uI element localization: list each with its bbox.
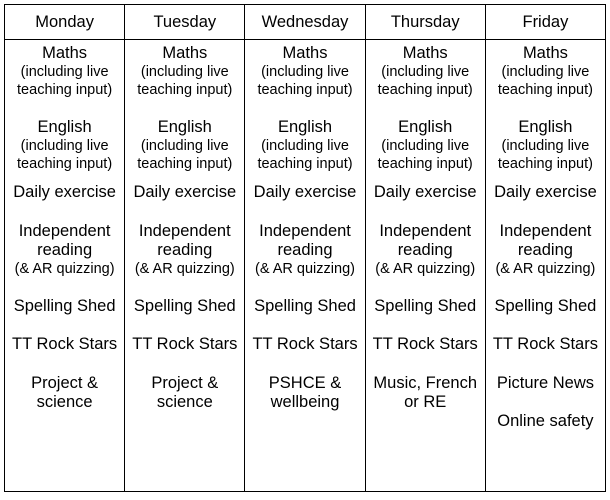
- activity-note: (including live: [261, 138, 349, 154]
- activity-note: (& AR quizzing): [255, 261, 355, 277]
- day-column-wednesday: [245, 5, 365, 491]
- activity-title: reading: [517, 241, 573, 259]
- activity-title: English: [518, 118, 573, 136]
- day-header: Friday: [486, 5, 605, 40]
- activity-cell: [486, 222, 605, 278]
- activity-note: teaching input): [497, 156, 593, 172]
- activity-title: Daily exercise: [494, 183, 597, 201]
- activity-cell: [245, 44, 364, 99]
- activity-title: Maths: [402, 44, 448, 62]
- activity-title: PSHCE &: [268, 374, 342, 392]
- activity-cell: [245, 335, 364, 354]
- activity-cell: [5, 44, 124, 99]
- activity-note: (including live: [501, 138, 590, 154]
- activity-title: Maths: [162, 44, 208, 62]
- activity-cell: [366, 222, 485, 278]
- activity-cell: [5, 183, 124, 202]
- activity-cell: [125, 222, 244, 278]
- activity-title: English: [277, 118, 333, 136]
- activity-title: Spelling Shed: [133, 297, 236, 315]
- activity-note: (including live: [501, 64, 590, 80]
- activity-title: Daily exercise: [133, 183, 237, 201]
- activity-title: reading: [277, 241, 333, 259]
- activity-cell: [486, 374, 605, 393]
- activity-title: Maths: [42, 44, 88, 62]
- activity-title: Independent: [259, 222, 351, 240]
- activity-cell: [366, 297, 485, 316]
- activity-note: (including live: [140, 64, 229, 80]
- activity-title: Independent: [138, 222, 231, 240]
- activity-title: Independent: [379, 222, 472, 240]
- day-activities: [366, 40, 485, 491]
- activity-cell: [245, 118, 364, 173]
- day-column-thursday: [366, 5, 486, 491]
- activity-note: teaching input): [497, 82, 593, 98]
- activity-title: English: [37, 118, 92, 136]
- day-activities: [486, 40, 605, 491]
- activity-note: (including live: [381, 138, 470, 154]
- activity-note: teaching input): [257, 82, 353, 98]
- activity-title: Daily exercise: [13, 183, 116, 201]
- activity-cell: [366, 335, 485, 354]
- activity-cell: [5, 374, 124, 412]
- activity-cell: [245, 297, 364, 316]
- activity-title: English: [398, 118, 453, 136]
- activity-note: (& AR quizzing): [375, 261, 476, 277]
- activity-cell: [5, 335, 124, 354]
- activity-title: science: [36, 393, 93, 411]
- activity-note: (including live: [20, 138, 109, 154]
- day-column-tuesday: [125, 5, 245, 491]
- activity-cell: [366, 374, 485, 412]
- day-activities: [125, 40, 244, 491]
- activity-title: Maths: [282, 44, 328, 62]
- activity-cell: [486, 118, 605, 173]
- activity-cell: [245, 183, 364, 202]
- activity-note: (including live: [381, 64, 470, 80]
- activity-cell: [125, 183, 244, 202]
- activity-title: reading: [37, 241, 93, 259]
- activity-note: teaching input): [257, 156, 353, 172]
- day-header: Thursday: [366, 5, 485, 40]
- activity-title: Daily exercise: [253, 183, 357, 201]
- activity-note: (& AR quizzing): [134, 261, 235, 277]
- activity-note: teaching input): [137, 82, 233, 98]
- weekly-timetable: [4, 4, 606, 492]
- activity-note: (& AR quizzing): [495, 261, 596, 277]
- activity-title: or RE: [404, 393, 447, 411]
- day-header: Tuesday: [125, 5, 244, 40]
- activity-cell: [125, 44, 244, 99]
- activity-cell: [5, 297, 124, 316]
- activity-title: TT Rock Stars: [372, 335, 478, 353]
- activity-note: (including live: [20, 64, 109, 80]
- activity-cell: [366, 118, 485, 173]
- activity-cell: [486, 44, 605, 99]
- activity-note: (& AR quizzing): [14, 261, 115, 277]
- activity-cell: [125, 335, 244, 354]
- day-header: Monday: [5, 5, 124, 40]
- activity-note: teaching input): [17, 82, 113, 98]
- day-activities: [245, 40, 364, 491]
- activity-title: Project &: [31, 374, 99, 392]
- activity-cell: [245, 222, 364, 278]
- activity-cell: [486, 297, 605, 316]
- day-header: Wednesday: [245, 5, 364, 40]
- activity-cell: [486, 412, 605, 431]
- activity-title: science: [156, 393, 213, 411]
- activity-title: TT Rock Stars: [252, 335, 358, 353]
- activity-cell: [366, 44, 485, 99]
- activity-cell: [486, 335, 605, 354]
- activity-cell: [366, 183, 485, 202]
- activity-title: Picture News: [496, 374, 595, 392]
- day-column-friday: [486, 5, 605, 491]
- activity-cell: [486, 183, 605, 202]
- activity-title: Spelling Shed: [494, 297, 597, 315]
- activity-cell: [125, 118, 244, 173]
- activity-cell: [125, 297, 244, 316]
- day-activities: [5, 40, 124, 491]
- activity-cell: [125, 374, 244, 412]
- activity-title: TT Rock Stars: [492, 335, 598, 353]
- activity-title: reading: [397, 241, 453, 259]
- activity-title: Daily exercise: [373, 183, 477, 201]
- activity-title: Spelling Shed: [374, 297, 477, 315]
- activity-title: TT Rock Stars: [132, 335, 238, 353]
- activity-title: Spelling Shed: [254, 297, 356, 315]
- activity-title: Maths: [522, 44, 568, 62]
- activity-title: Spelling Shed: [13, 297, 116, 315]
- activity-cell: [5, 118, 124, 173]
- activity-cell: [5, 222, 124, 278]
- activity-title: Independent: [18, 222, 111, 240]
- activity-note: (including live: [261, 64, 349, 80]
- activity-title: reading: [157, 241, 213, 259]
- activity-title: English: [157, 118, 212, 136]
- activity-title: wellbeing: [270, 393, 340, 411]
- activity-note: teaching input): [377, 156, 473, 172]
- activity-cell: [245, 374, 364, 412]
- day-column-monday: [5, 5, 125, 491]
- activity-note: teaching input): [377, 82, 473, 98]
- activity-note: teaching input): [17, 156, 113, 172]
- activity-title: Music, French: [373, 374, 478, 392]
- activity-title: TT Rock Stars: [12, 335, 118, 353]
- activity-title: Independent: [499, 222, 592, 240]
- activity-note: (including live: [140, 138, 229, 154]
- activity-title: Online safety: [497, 412, 594, 430]
- activity-note: teaching input): [137, 156, 233, 172]
- activity-title: Project &: [151, 374, 219, 392]
